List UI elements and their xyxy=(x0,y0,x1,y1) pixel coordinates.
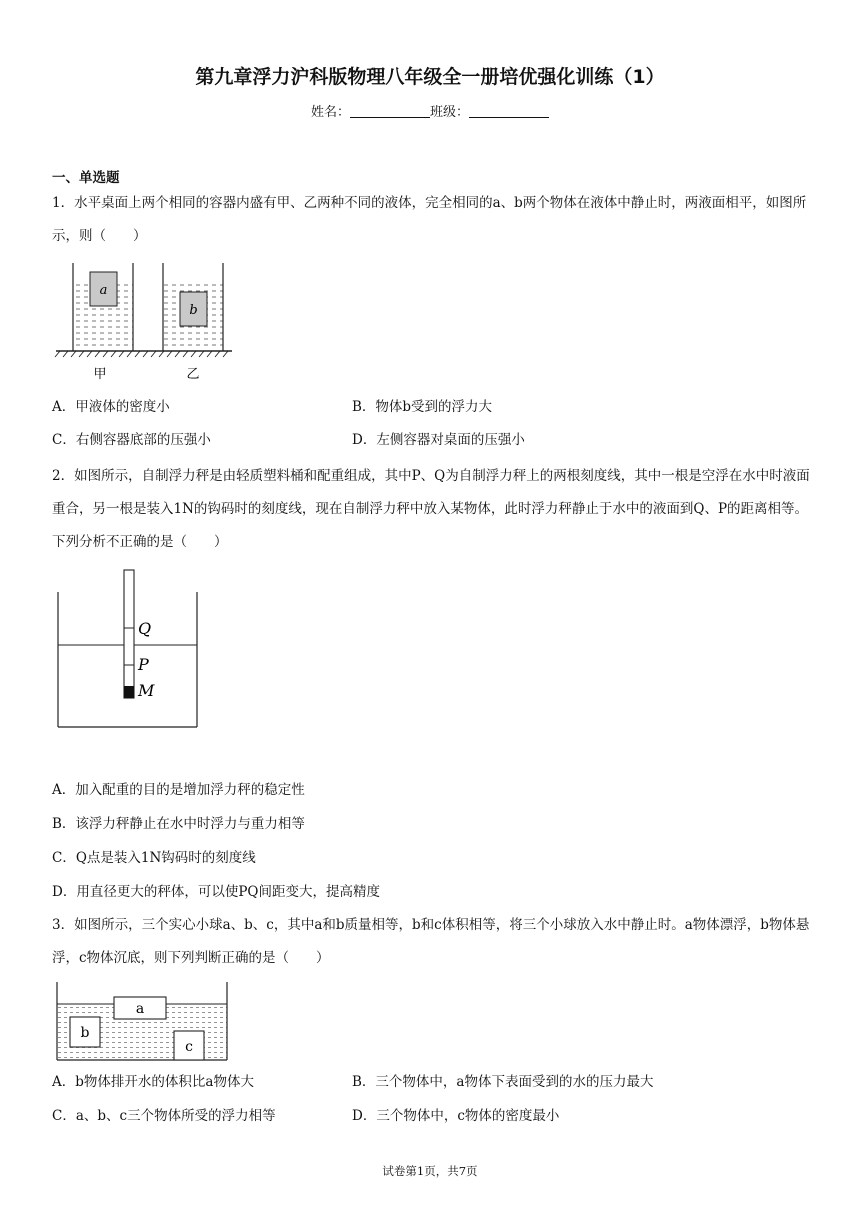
caption-right: 乙 xyxy=(186,367,200,382)
q1-option-d[interactable]: D．左侧容器对桌面的压强小 xyxy=(352,432,525,448)
mark-m-label: M xyxy=(138,681,155,700)
q2-option-b[interactable]: B．该浮力秤静止在水中时浮力与重力相等 xyxy=(52,816,305,832)
q1-stem: 1．水平桌面上两个相同的容器内盛有甲、乙两种不同的液体，完全相同的a、b两个物体在液体中静止时，两液面相平，如图所示，则（ ） xyxy=(52,195,807,244)
object-a-label: a xyxy=(99,283,108,298)
weight-m xyxy=(124,686,134,698)
q1-option-a[interactable]: A．甲液体的密度小 xyxy=(52,399,170,415)
page-footer: 试卷第1页，共7页 xyxy=(382,1164,478,1178)
page-title: 第九章浮力沪科版物理八年级全一册培优强化训练（1） xyxy=(195,66,665,88)
ball-b-label: b xyxy=(80,1025,90,1041)
name-label: 姓名： xyxy=(310,105,350,120)
mark-q-label: Q xyxy=(138,619,152,638)
q1-figure xyxy=(52,258,236,384)
q1-option-c[interactable]: C．右侧容器底部的压强小 xyxy=(52,432,211,448)
student-info-line xyxy=(0,101,860,120)
ball-c-label: c xyxy=(185,1039,193,1055)
mark-p-label: P xyxy=(138,655,149,674)
q2-option-d[interactable]: D．用直径更大的秤体，可以使PQ间距变大，提高精度 xyxy=(52,884,380,900)
q2-stem: 2．如图所示，自制浮力秤是由轻质塑料桶和配重组成，其中P、Q为自制浮力秤上的两根刻度线，其中一根是空浮在水中时液面重合，另一根是装入1N的钩码时的刻度线，现在自制浮力秤中放入某物体，此时浮力秤静止于水中的液面到Q、P的距离相等。下列分析不正确的是（ ） xyxy=(52,468,810,550)
q1-option-b[interactable]: B．物体b受到的浮力大 xyxy=(352,399,493,415)
section-heading: 一、单选题 xyxy=(52,170,120,186)
q2-figure xyxy=(52,567,202,731)
object-b-label: b xyxy=(189,303,198,318)
class-blank xyxy=(469,105,549,118)
q3-option-d[interactable]: D．三个物体中，c物体的密度最小 xyxy=(352,1108,560,1124)
q2-option-c[interactable]: C．Q点是装入1N钩码时的刻度线 xyxy=(52,850,256,866)
q2-option-a[interactable]: A．加入配重的目的是增加浮力秤的稳定性 xyxy=(52,782,305,798)
name-blank xyxy=(350,105,430,118)
q3-option-c[interactable]: C．a、b、c三个物体所受的浮力相等 xyxy=(52,1108,276,1124)
scale-tube xyxy=(124,570,134,698)
q3-option-b[interactable]: B．三个物体中，a物体下表面受到的水的压力最大 xyxy=(352,1074,654,1090)
q3-option-a[interactable]: A．b物体排开水的体积比a物体大 xyxy=(52,1074,254,1090)
caption-left: 甲 xyxy=(93,367,107,382)
q3-stem: 3．如图所示，三个实心小球a、b、c，其中a和b质量相等，b和c体积相等，将三个小球放入水中静止时。a物体漂浮，b物体悬浮，c物体沉底，则下列判断正确的是（ ） xyxy=(52,917,810,966)
q3-figure xyxy=(52,980,232,1064)
class-label: 班级： xyxy=(430,105,470,120)
ball-a-label: a xyxy=(135,1001,145,1017)
